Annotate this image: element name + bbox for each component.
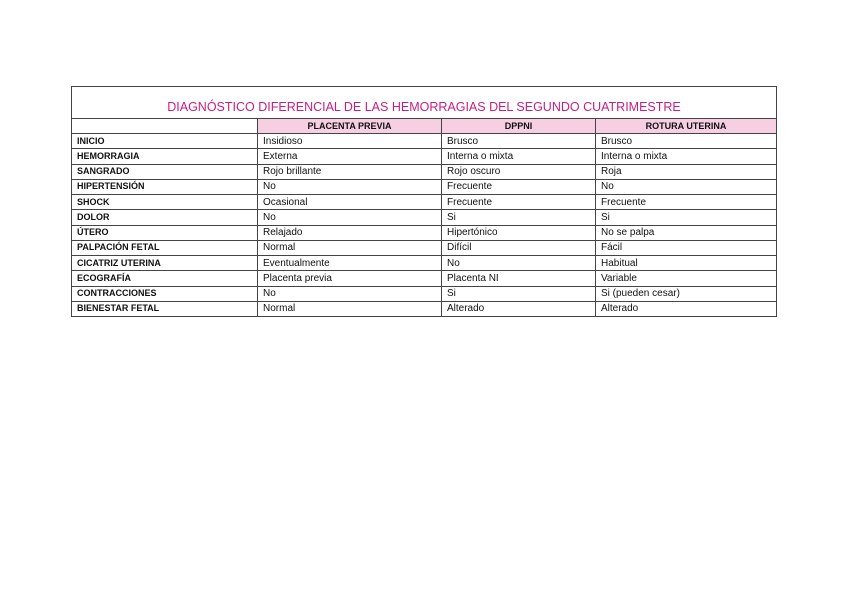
cell-dppni: Hipertónico [442,225,596,240]
cell-rotura-uterina: Si [596,210,777,225]
cell-placenta-previa: No [258,210,442,225]
cell-placenta-previa: Placenta previa [258,271,442,286]
cell-rotura-uterina: Alterado [596,301,777,316]
cell-rotura-uterina: No se palpa [596,225,777,240]
row-label: CICATRIZ UTERINA [72,256,258,271]
cell-rotura-uterina: Fácil [596,240,777,255]
row-label: PALPACIÓN FETAL [72,240,258,255]
cell-placenta-previa: Eventualmente [258,256,442,271]
cell-rotura-uterina: Brusco [596,134,777,149]
table-row-palpacion-fetal [72,240,777,255]
table-row-bienestar-fetal [72,301,777,316]
row-label: DOLOR [72,210,258,225]
cell-placenta-previa: No [258,179,442,194]
header-row [72,119,777,134]
cell-rotura-uterina: Roja [596,164,777,179]
cell-dppni: Frecuente [442,179,596,194]
column-header-rotura-uterina: ROTURA UTERINA [596,119,777,134]
title-row [72,87,777,119]
cell-dppni: Rojo oscuro [442,164,596,179]
cell-placenta-previa: Insidioso [258,134,442,149]
cell-rotura-uterina: No [596,179,777,194]
table-row-utero [72,225,777,240]
cell-dppni: Si [442,286,596,301]
header-corner-cell [72,119,258,134]
table-row-contracciones [72,286,777,301]
cell-placenta-previa: Ocasional [258,195,442,210]
cell-rotura-uterina: Frecuente [596,195,777,210]
table-row-shock [72,195,777,210]
row-label: ÚTERO [72,225,258,240]
row-label: SANGRADO [72,164,258,179]
table-row-dolor [72,210,777,225]
row-label: CONTRACCIONES [72,286,258,301]
cell-dppni: Brusco [442,134,596,149]
cell-rotura-uterina: Variable [596,271,777,286]
cell-placenta-previa: Relajado [258,225,442,240]
cell-rotura-uterina: Si (pueden cesar) [596,286,777,301]
table-title: DIAGNÓSTICO DIFERENCIAL DE LAS HEMORRAGIAS DEL SEGUNDO CUATRIMESTRE [72,87,777,119]
cell-dppni: Placenta NI [442,271,596,286]
cell-dppni: No [442,256,596,271]
cell-placenta-previa: No [258,286,442,301]
table-row-sangrado [72,164,777,179]
cell-dppni: Interna o mixta [442,149,596,164]
row-label: INICIO [72,134,258,149]
table-row-hemorragia [72,149,777,164]
table-row-inicio [72,134,777,149]
table-row-cicatriz-uterina [72,256,777,271]
cell-rotura-uterina: Habitual [596,256,777,271]
row-label: ECOGRAFÍA [72,271,258,286]
table-row-hipertension [72,179,777,194]
cell-rotura-uterina: Interna o mixta [596,149,777,164]
cell-placenta-previa: Rojo brillante [258,164,442,179]
column-header-dppni: DPPNI [442,119,596,134]
cell-dppni: Frecuente [442,195,596,210]
row-label: HIPERTENSIÓN [72,179,258,194]
differential-diagnosis-table [71,86,777,317]
table-row-ecografia [72,271,777,286]
cell-dppni: Si [442,210,596,225]
cell-placenta-previa: Normal [258,301,442,316]
row-label: SHOCK [72,195,258,210]
column-header-placenta-previa: PLACENTA PREVIA [258,119,442,134]
cell-dppni: Difícil [442,240,596,255]
cell-placenta-previa: Externa [258,149,442,164]
row-label: HEMORRAGIA [72,149,258,164]
row-label: BIENESTAR FETAL [72,301,258,316]
cell-placenta-previa: Normal [258,240,442,255]
cell-dppni: Alterado [442,301,596,316]
